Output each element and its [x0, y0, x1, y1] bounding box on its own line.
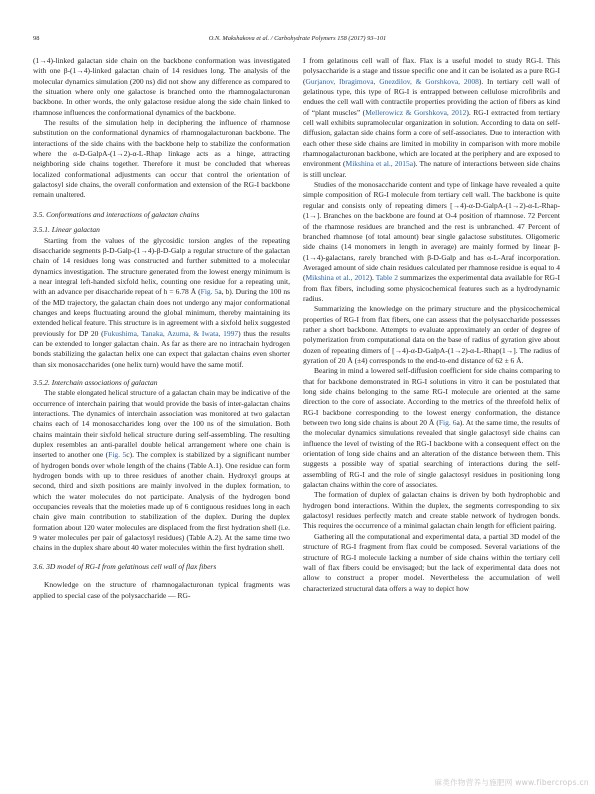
subsection-heading: 3.5.1. Linear galactan [33, 225, 100, 235]
paragraph: Gathering all the computational and experimental data, a partial 3D model of the structure of RG-I fragment from flax could be composed. Several variations of the structure of RG-I molecule lacking a number of side chains within the tertiary cell wall of flax fibers could be envisaged; but the lack of experimental data does not allow to construct a proper model. Nevertheless the accumulation of well characterized structural data offers a way to depict how [303, 531, 560, 593]
journal-citation-line: O.N. Makshakova et al. / Carbohydrate Polymers 158 (2017) 93–101 [208, 35, 387, 42]
table-link[interactable]: Table 2 [375, 273, 399, 283]
paragraph: Starting from the values of the glycosidic torsion angles of the repeating disaccharide segments β-D-Galp-(1→4)-β-D-Galp a regular structure of the galactan chain of 14 residues long was constructed and further submitted to a molecular dynamics investigation. The structure generated from the lowest energy minimum is a near integral left-handed sixfold helix, counting one residue for a repeating unit, with an advance per disaccharide repeat of h = 6.78 Å (Fig. 5a, b). During the 100 ns of the MD trajectory, the galactan chain does not undergo any major conformational changes and keeps fluctuating around the global minimum, thereby maintaining its extended helical feature. This structure is in agreement with a sixfold helix suggested previously for DP 20 (Fukushima, Tanaka, Azuma, & Iwata, 1997) thus the results can be extended to longer galactan chain. As far as there are no intrachain hydrogen bonds stabilizing the galactan helix one can expect that galactan chains even shorter than six monosaccharides (one helix turn) would have the same motif. [33, 235, 291, 369]
figure-link[interactable]: Fig. 6 [438, 418, 457, 428]
paragraph: Knowledge on the structure of rhamnogalacturonan typical fragments was applied to special case of the polysaccharide — RG- [33, 580, 290, 600]
figure-link[interactable]: Fig. 5 [200, 287, 219, 297]
subsection-heading: 3.5.2. Interchain associations of galactan [33, 377, 158, 387]
running-header [33, 33, 562, 45]
reference-link[interactable]: Mikshina et al., 2015a [345, 159, 414, 169]
paragraph: The stable elongated helical structure of a galactan chain may be indicative of the occurrence of interchain pairing that would provide the basis of inter-galactan chains interactions. The dynamics of interchain association was monitored at two galactan chains each of 14 monosaccharides long over the 100 ns of the simulation. Both chains maintain their sixfold helical structure during self-assembling. The resulting duplex resembles an anti-parallel double helical arrangement where one chain is inserted to another one (Fig. 5c). The complex is stabilized by a significant number of hydrogen bonds over whole length of the chains (Table A.1). One residue can form hydrogen bonds with up to three residues of another chain. Hydroxyl groups at second, third and sixth positions are mainly involved in the duplex formation, to which the water molecules do not participate. Analysis of the hydrogen bond occupancies reveals that the moieties made up of 6 contiguous residues long in each chain give main contribution to stabilization of the duplex. During the duplex formation about 120 water molecules are displaced from the first hydration shell (i.e. 9 water molecules per pair of galactosyl residues) (Table A.2). At the same time two chains in the duplex share about 40 water molecules within the first hydration shell. [33, 388, 290, 553]
paragraph: The results of the simulation help in deciphering the influence of rhamnose substitution on the conformational dynamics of rhamnogalacturonan backbone. The interactions of the side chains with the backbone help to stabilize the conformation where the α-D-GalpA-(1→2)-α-L-Rhap linkage acts as a hinge, attracting neighboring side chains together. Therefore it must be concluded that whereas localized conformational adjustments can occur that control the orientation of galactosyl side chains, the overall conformation and extension of the RG-I backbone remain unaltered. [33, 118, 290, 200]
reference-link[interactable]: Gurjanov, Ibragimova, Gnezdilov, & Gorshkova, 2008 [305, 76, 479, 86]
paragraph: The formation of duplex of galactan chains is driven by both hydrophobic and hydrogen bond interactions. Within the duplex, the segments corresponding to six galactosyl residues perfectly match and create stable network of hydrogen bonds. This requires the occurrence of a minimal galactan chain length for efficient pairing. [303, 490, 560, 531]
right-column [303, 56, 560, 594]
section-heading: 3.5. Conformations and interactions of galactan chains [33, 209, 200, 219]
reference-link[interactable]: Fukushima, Tanaka, Azuma, & Iwata, 1997 [103, 328, 239, 338]
reference-link[interactable]: Mellerowicz & Gorshkova, 2012 [365, 107, 467, 117]
section-heading: 3.6. 3D model of RG-I from gelatinous cell wall of flax fibers [33, 561, 217, 571]
paragraph: (1→4)-linked galactan side chain on the backbone conformation was investigated with one β-(1→4)-linked galactan chain of 14 residues long. The analysis of the molecular dynamics simulation (200 ns) did not show any difference as compared to the situation where only one galactose is branched onto the rhamnogalacturonan backbone. In other words, the only galactose residue along the side chain linked to rhamnose influences the conformational dynamics of the backbone. [33, 56, 290, 117]
figure-link[interactable]: Fig. 5 [108, 450, 127, 460]
paragraph: Studies of the monosaccharide content and type of linkage have revealed a quite simple composition of RG-I molecule from tertiary cell wall. The backbone is quite regular and consists only of repeating dimers [→4)-α-D-GalpA-(1→2)-α-L-Rhap-(1→]. Branches on the backbone are found at O-4 position of rhamnose. 72 Percent of the rhamnose residues are branched and the rest is unbranched. 47 Percent of branched rhamnose (of total amount) bear single galactose substitutes. Oligomeric side chains (14 monomers in length in average) are mainly formed by linear β-(1→4)-galactans, rarely branched with β-D-Galp and has α-L-Araf incorporation. Averaged amount of side chain residues calculated per rhamnose residue is equal to 4 (Mikshina et al., 2012). Table 2 summarizes the experimental data available for RG-I from flax fibers, including some physicochemical features such as a hydrodynamic radius. [303, 180, 560, 303]
paragraph: Summarizing the knowledge on the primary structure and the physicochemical properties of RG-I from flax fibers, one can assess that the polysaccharide possesses rather a short backbone. Attempts to evaluate approximately an order of degree of polymerization from computational data on the base of radius of gyration give about dozen of repeating dimers of [→4)-α-D-GalpA-(1→2)-α-L-Rhap(1→]. The radius of gyration of 20 Å (±4) corresponds to the end-to-end distance of 62 ± 6 Å. [303, 304, 560, 365]
left-column [33, 56, 290, 601]
paragraph: I from gelatinous cell wall of flax. Flax is a useful model to study RG-I. This polysaccharide is a stage and tissue specific one and it can be isolated as a pure RG-I (Gurjanov, Ibragimova, Gnezdilov, & Gorshkova, 2008). In tertiary cell wall of gelatinous type, this type of RG-I is entrapped between cellulose microfibrils and endues the cell wall with contractile properties providing the action of fibers as kind of “plant muscles” (Mellerowicz & Gorshkova, 2012). RG-I extracted from tertiary cell wall exhibits supramolecular organization in solution. According to data on self-diffusion, galactan side chains form a core of self-associates. Due to interaction with each other these side chains are limited in mobility in comparison with more mobile rhamnogalacturonan backbone, which are located at the periphery and are exposed to environment (Mikshina et al., 2015a). The nature of interactions between side chains is still unclear. [303, 56, 561, 179]
paragraph: Bearing in mind a lowered self-diffusion coefficient for side chains comparing to that for backbone demonstrated in RG-I solutions in vitro it can be postulated that long side chains belonging to the same RG-I molecule are oriented at the same direction to the core of associate. According to the metrics of the threefold helix of RG-I backbone corresponding to the lowest energy conformation, the distance between two long side chains is about 20 Å (Fig. 6a). At the same time, the results of the molecular dynamics simulations revealed that single galactosyl side chains can influence the level of twisting of the RG-I backbone with a consequent effect on the orientation of long side chains and an alteration of the distance between them. This suggests a possible way of spatial searching of interactions during the self-assembling of RG-I and the role of single galactosyl residues in positioning long galactan chains within the core of associates. [303, 366, 560, 490]
watermark: 麻类作物营养与施肥网 www.fibercrops.cn [434, 778, 589, 787]
reference-link[interactable]: Mikshina et al., 2012 [305, 273, 370, 283]
page-number: 98 [33, 35, 40, 42]
